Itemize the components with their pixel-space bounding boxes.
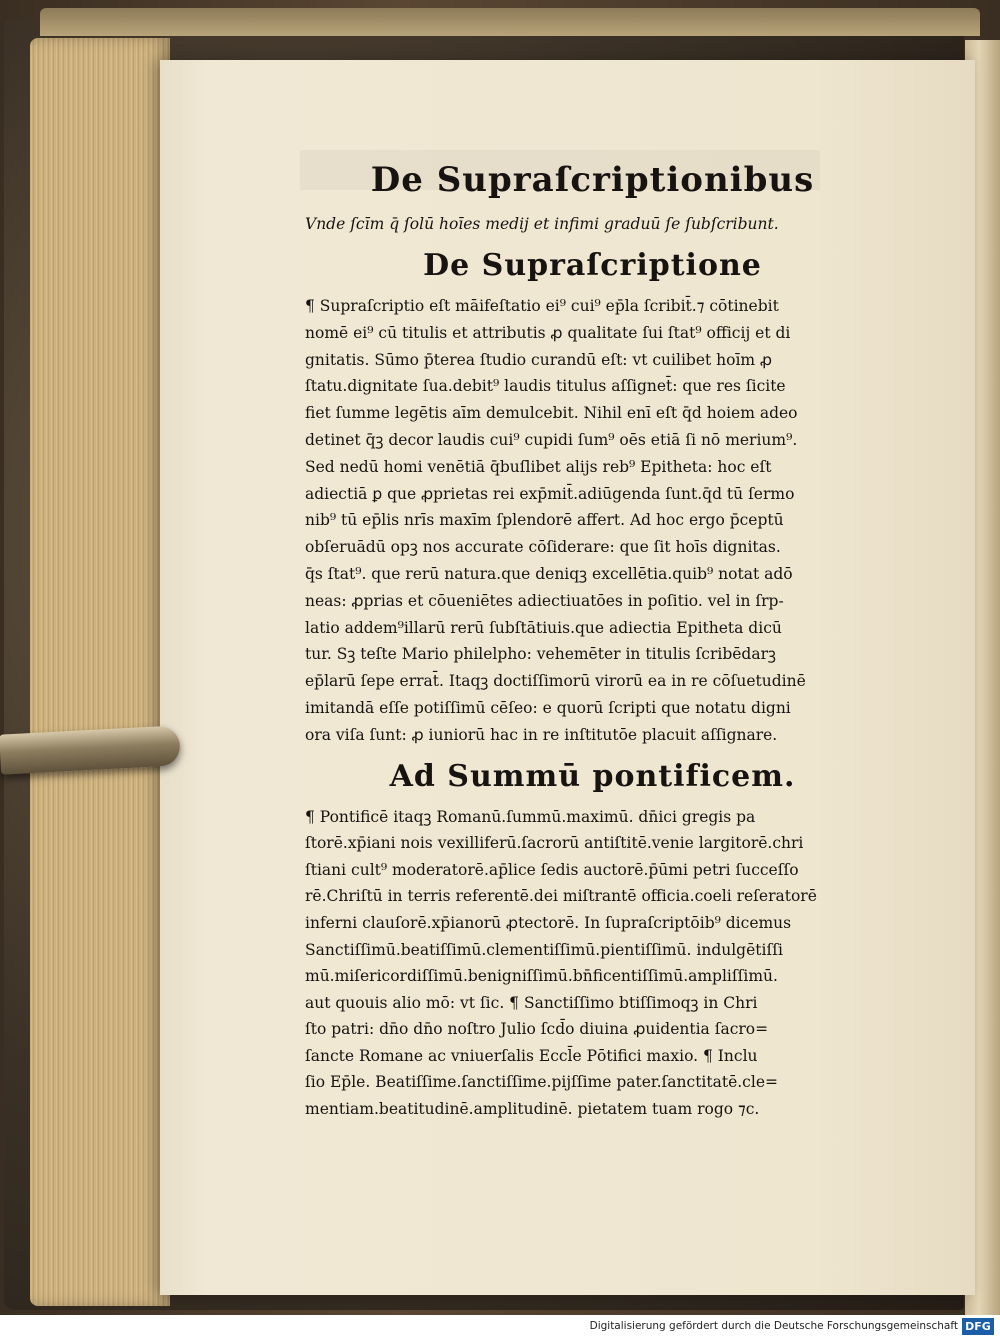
paragraph-suprascriptio — [305, 293, 880, 749]
heading-suprascriptionibus: De Supraſcriptionibus — [370, 160, 815, 200]
text-line: imitandā eſſe potiſſimū cēſeo: e quorū ſcripti̇ que notatu digni — [305, 698, 791, 717]
text-line: ſto patri: dn̄o dn̄o noſtro Julio ſcd̄o diuina ꝓuidentia ſacro= — [305, 1020, 769, 1039]
text-line: ſtorē.xp̄iani nois vexilliferū.ſacrorū antiſtitē.venie largitorē.chri — [305, 834, 804, 853]
text-line: tur. Sꝫ teſte Mario philelpho: vehemēter in titulis ſcribēdarꝫ — [305, 645, 776, 664]
page-stack-edge — [30, 38, 170, 1306]
text-line: ¶ Supraſcriptio eſt māifeſtatio ei⁹ cui⁹ ep̄la ſcribit̄.⁊ cōtinebit — [305, 297, 779, 315]
text-line: ſancte Romane ac vniuerſalis Eccl̄e Pōtifici maxio. ¶ Inclu — [305, 1046, 758, 1065]
text-line: aut quouis alio mō: vt ſic. ¶ Sanctiſſimo btiſſimoqꝫ in Chri — [305, 993, 758, 1012]
paragraph-pontificem — [305, 804, 880, 1123]
text-line: obſeruādū opꝫ nos accurate cōſiderare: que ſit hoīs dignitas. — [305, 538, 781, 557]
text-line: Sanctiſſimū.beatiſſimū.clementiſſimū.pientiſſimū. indulgētiſſi — [305, 940, 783, 959]
text-line: nomē ei⁹ cū titulis et attributis ꝓ qualitate ſui ſtat⁹ officij et di — [305, 323, 791, 342]
text-line: detinet q̄ꝫ decor laudis cui⁹ cupidi ſum⁹ oēs etiā ſi nō merium⁹. — [305, 430, 798, 449]
text-line: inferni clauſorē.xp̄ianorū ꝓtectorē. In ſupraſcriptōib⁹ dicemus — [305, 913, 792, 932]
subtitle-line: Vnde ſcīm q̄ ſolū hoīes medij et infimi graduū ſe ſubſcribunt. — [305, 215, 779, 233]
text-line: Sed nedū homi venētiā q̄buſlibet alijs reb⁹ Epitheta: hoc eſt — [305, 457, 772, 476]
text-line: ¶ Pontificē itaqꝫ Romanū.ſummū.maximū. dn̄ici gregis pa — [305, 807, 756, 826]
page-text — [305, 150, 880, 1123]
text-line: ſtiani cult⁹ moderatorē.ap̄lice ſedis auctorē.p̄ūmi petri ſucceſſo — [305, 860, 799, 879]
footer-credit: Digitalisierung gefördert durch die Deutsche Forschungsgemeinschaft — [589, 1320, 958, 1332]
text-line: ſtatu.dignitate ſua.debit⁹ laudis titulus aſſignet̄: que res ſicite — [305, 377, 786, 396]
text-line: neas: ꝓprias et cōueniētes adiectiuatōes in poſitio. vel in ſrp- — [305, 591, 784, 610]
text-line: rē.Chriſtū in terris referentē.dei miſtrantē officia.coeli reſeratorē — [305, 887, 817, 906]
text-line: adiectiā ꝑ que ꝓprietas rei exp̄mit̄.adiūgenda ſunt.q̄d tū ſermo — [305, 484, 795, 503]
text-line: fiet ſumme legētis aīm demulcebit. Nihil enī eſt q̄d hoiem adeo — [305, 404, 798, 423]
text-line: gnitatis. Sūmo p̄terea ſtudio curandū eſt: vt cuilibet hoīm ꝓ — [305, 350, 773, 369]
text-line: mentiam.beatitudinē.amplitudinē. pietatem tuam rogo ⁊c. — [305, 1100, 760, 1119]
text-line: nib⁹ tū ep̄lis nrīs maxīm ſplendorē affert. Ad hoc ergo p̄ceptū — [305, 511, 784, 530]
text-line: latio addem⁹illarū rerū ſubſtātiuis.que adiectia Epitheta dicū — [305, 618, 782, 637]
heading-suprascriptione: De Supraſcriptione — [423, 248, 762, 283]
dfg-logo: DFG — [962, 1318, 994, 1335]
book-top-edge — [40, 8, 980, 36]
text-line: ſio Ep̄le. Beatiſſime.ſanctiſſime.pijſſime pater.ſanctitatē.cle= — [305, 1073, 778, 1092]
text-line: q̄s ſtat⁹. que rerū natura.que deniqꝫ excellētia.quib⁹ notat adō — [305, 564, 793, 583]
text-line: ora viſa ſunt: ꝓ iuniorū hac in re inſtitutōe placuit aſſignare. — [305, 725, 778, 744]
text-line: mū.miſericordiſſimū.benigniſſimū.bn̄ficentiſſimū.ampliſſimū. — [305, 967, 778, 986]
text-line: ep̄larū ſepe errat̄. Itaqꝫ doctiſſimorū virorū ea in re cōſuetudinē — [305, 672, 806, 691]
heading-summum-pontificem: Ad Summū pontificem. — [389, 758, 796, 794]
